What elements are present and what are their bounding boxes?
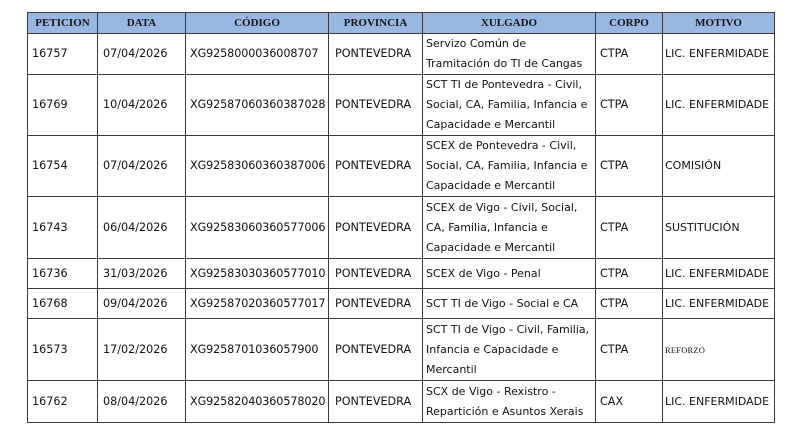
cell-xulgado: SCEX de Vigo - Civil, Social, CA, Familia, Infancia e Capacidade e Mercantil	[423, 197, 596, 259]
cell-peticion: 16769	[28, 75, 98, 136]
cell-xulgado: SCEX de Vigo - Penal	[423, 259, 596, 289]
cell-corpo: CTPA	[596, 34, 663, 75]
cell-xulgado: SCT TI de Vigo - Civil, Familia, Infancia e Capacidade e Mercantil	[423, 319, 596, 381]
cell-peticion: 16743	[28, 197, 98, 259]
cell-motivo: REFORZO	[663, 319, 775, 381]
cell-provincia: PONTEVEDRA	[329, 197, 423, 259]
cell-peticion: 16754	[28, 136, 98, 197]
header-motivo: MOTIVO	[663, 13, 775, 34]
header-data: DATA	[98, 13, 186, 34]
cell-provincia: PONTEVEDRA	[329, 75, 423, 136]
cell-codigo: XG92583060360387006	[186, 136, 329, 197]
cell-xulgado: SCEX de Pontevedra - Civil, Social, CA, Familia, Infancia e Capacidade e Mercantil	[423, 136, 596, 197]
cell-corpo: CAX	[596, 381, 663, 423]
cell-peticion: 16768	[28, 289, 98, 319]
header-codigo: CÓDIGO	[186, 13, 329, 34]
cell-provincia: PONTEVEDRA	[329, 259, 423, 289]
cell-motivo: SUSTITUCIÓN	[663, 197, 775, 259]
cell-codigo: XG92582040360578020	[186, 381, 329, 423]
table-row	[28, 319, 775, 381]
cell-corpo: CTPA	[596, 259, 663, 289]
cell-corpo: CTPA	[596, 136, 663, 197]
header-row	[28, 13, 775, 34]
cell-corpo: CTPA	[596, 197, 663, 259]
header-provincia: PROVINCIA	[329, 13, 423, 34]
cell-peticion: 16573	[28, 319, 98, 381]
table-row	[28, 197, 775, 259]
cell-data: 09/04/2026	[98, 289, 186, 319]
cell-data: 07/04/2026	[98, 136, 186, 197]
table-row	[28, 381, 775, 423]
header-xulgado: XULGADO	[423, 13, 596, 34]
cell-provincia: PONTEVEDRA	[329, 381, 423, 423]
cell-xulgado: SCT TI de Pontevedra - Civil, Social, CA, Familia, Infancia e Capacidade e Mercantil	[423, 75, 596, 136]
table-row	[28, 289, 775, 319]
header-peticion: PETICION	[28, 13, 98, 34]
cell-motivo: LIC. ENFERMIDADE	[663, 381, 775, 423]
cell-codigo: XG9258701036057900	[186, 319, 329, 381]
cell-data: 06/04/2026	[98, 197, 186, 259]
cell-data: 10/04/2026	[98, 75, 186, 136]
cell-data: 07/04/2026	[98, 34, 186, 75]
cell-data: 31/03/2026	[98, 259, 186, 289]
requests-table	[27, 12, 775, 423]
table-row	[28, 136, 775, 197]
cell-corpo: CTPA	[596, 75, 663, 136]
cell-provincia: PONTEVEDRA	[329, 319, 423, 381]
table-row	[28, 34, 775, 75]
cell-peticion: 16757	[28, 34, 98, 75]
cell-xulgado: SCT TI de Vigo - Social e CA	[423, 289, 596, 319]
cell-motivo: LIC. ENFERMIDADE	[663, 34, 775, 75]
cell-data: 17/02/2026	[98, 319, 186, 381]
header-corpo: CORPO	[596, 13, 663, 34]
cell-motivo: LIC. ENFERMIDADE	[663, 75, 775, 136]
cell-xulgado: SCX de Vigo - Rexistro - Repartición e Asuntos Xerais	[423, 381, 596, 423]
cell-corpo: CTPA	[596, 289, 663, 319]
cell-data: 08/04/2026	[98, 381, 186, 423]
cell-codigo: XG92583060360577006	[186, 197, 329, 259]
cell-motivo: LIC. ENFERMIDADE	[663, 289, 775, 319]
cell-motivo: LIC. ENFERMIDADE	[663, 259, 775, 289]
cell-codigo: XG92587020360577017	[186, 289, 329, 319]
cell-motivo: COMISIÓN	[663, 136, 775, 197]
cell-codigo: XG9258000036008707	[186, 34, 329, 75]
table-row	[28, 75, 775, 136]
cell-peticion: 16736	[28, 259, 98, 289]
table-row	[28, 259, 775, 289]
cell-provincia: PONTEVEDRA	[329, 34, 423, 75]
cell-provincia: PONTEVEDRA	[329, 136, 423, 197]
cell-provincia: PONTEVEDRA	[329, 289, 423, 319]
cell-codigo: XG92583030360577010	[186, 259, 329, 289]
cell-corpo: CTPA	[596, 319, 663, 381]
cell-peticion: 16762	[28, 381, 98, 423]
cell-codigo: XG92587060360387028	[186, 75, 329, 136]
cell-xulgado: Servizo Común de Tramitación do TI de Cangas	[423, 34, 596, 75]
